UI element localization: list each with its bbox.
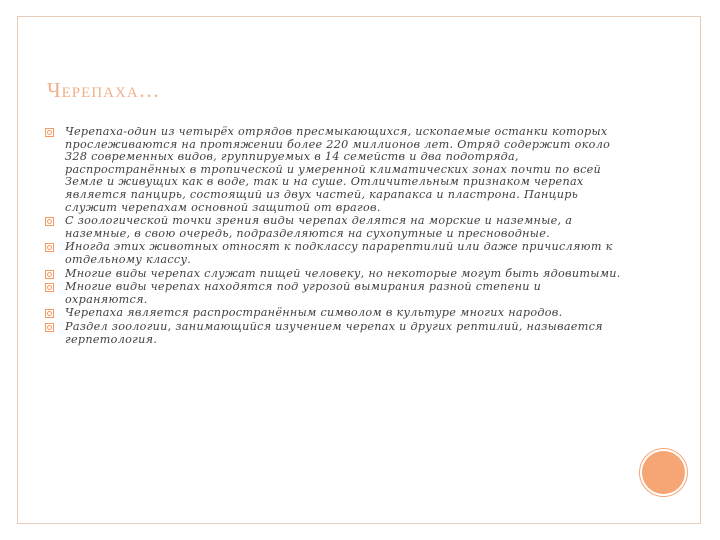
list-item-text: Черепаха является распространённым символом в культуре многих народов. bbox=[65, 306, 563, 320]
list-item-text: Черепаха-один из четырёх отрядов пресмыкающихся, ископаемые останки которых прослеживаются на протяжении более 220 миллионов лет. Отряд содержит около 328 современных видов, группируемых в 14 семейств и два подотряда, распространённых в тропической и умеренной климатических зонах почти по всей Земле и живущих как в воде, так и на суше. Отличительным признаком черепах является панцирь, состоящий из двух частей, карапакса и пластрона. Панцирь служит черепахам основной защитой от врагов. bbox=[65, 125, 611, 214]
list-item bbox=[44, 241, 624, 266]
list-item-text: С зоологической точки зрения виды черепах делятся на морские и наземные, а наземные, в свою очередь, подразделяются на сухопутные и пресноводные. bbox=[65, 214, 573, 240]
bullet-ornament-icon bbox=[45, 283, 54, 292]
list-item-text: Многие виды черепах служат пищей человеку, но некоторые могут быть ядовитыми. bbox=[65, 266, 621, 280]
slide-title: Черепаха… bbox=[47, 78, 161, 102]
list-item bbox=[44, 215, 624, 240]
list-item-text: Раздел зоологии, занимающийся изучением черепах и других рептилий, называется герпетология. bbox=[65, 319, 603, 346]
list-item bbox=[44, 126, 624, 214]
list-item bbox=[44, 307, 624, 320]
decorative-circle bbox=[642, 451, 685, 494]
list-item-text: Иногда этих животных относят к подклассу парарептилий или даже причисляют к отдельному классу. bbox=[65, 240, 613, 266]
bullet-ornament-icon bbox=[45, 323, 54, 332]
list-item bbox=[44, 281, 624, 306]
bullet-ornament-icon bbox=[45, 128, 54, 137]
list-item bbox=[44, 268, 624, 281]
bullet-list bbox=[44, 126, 624, 347]
list-item-text: Многие виды черепах находятся под угрозой вымирания разной степени и охраняются. bbox=[65, 280, 542, 306]
bullet-ornament-icon bbox=[45, 217, 54, 226]
bullet-ornament-icon bbox=[45, 270, 54, 279]
list-item bbox=[44, 321, 624, 346]
bullet-ornament-icon bbox=[45, 309, 54, 318]
bullet-ornament-icon bbox=[45, 243, 54, 252]
